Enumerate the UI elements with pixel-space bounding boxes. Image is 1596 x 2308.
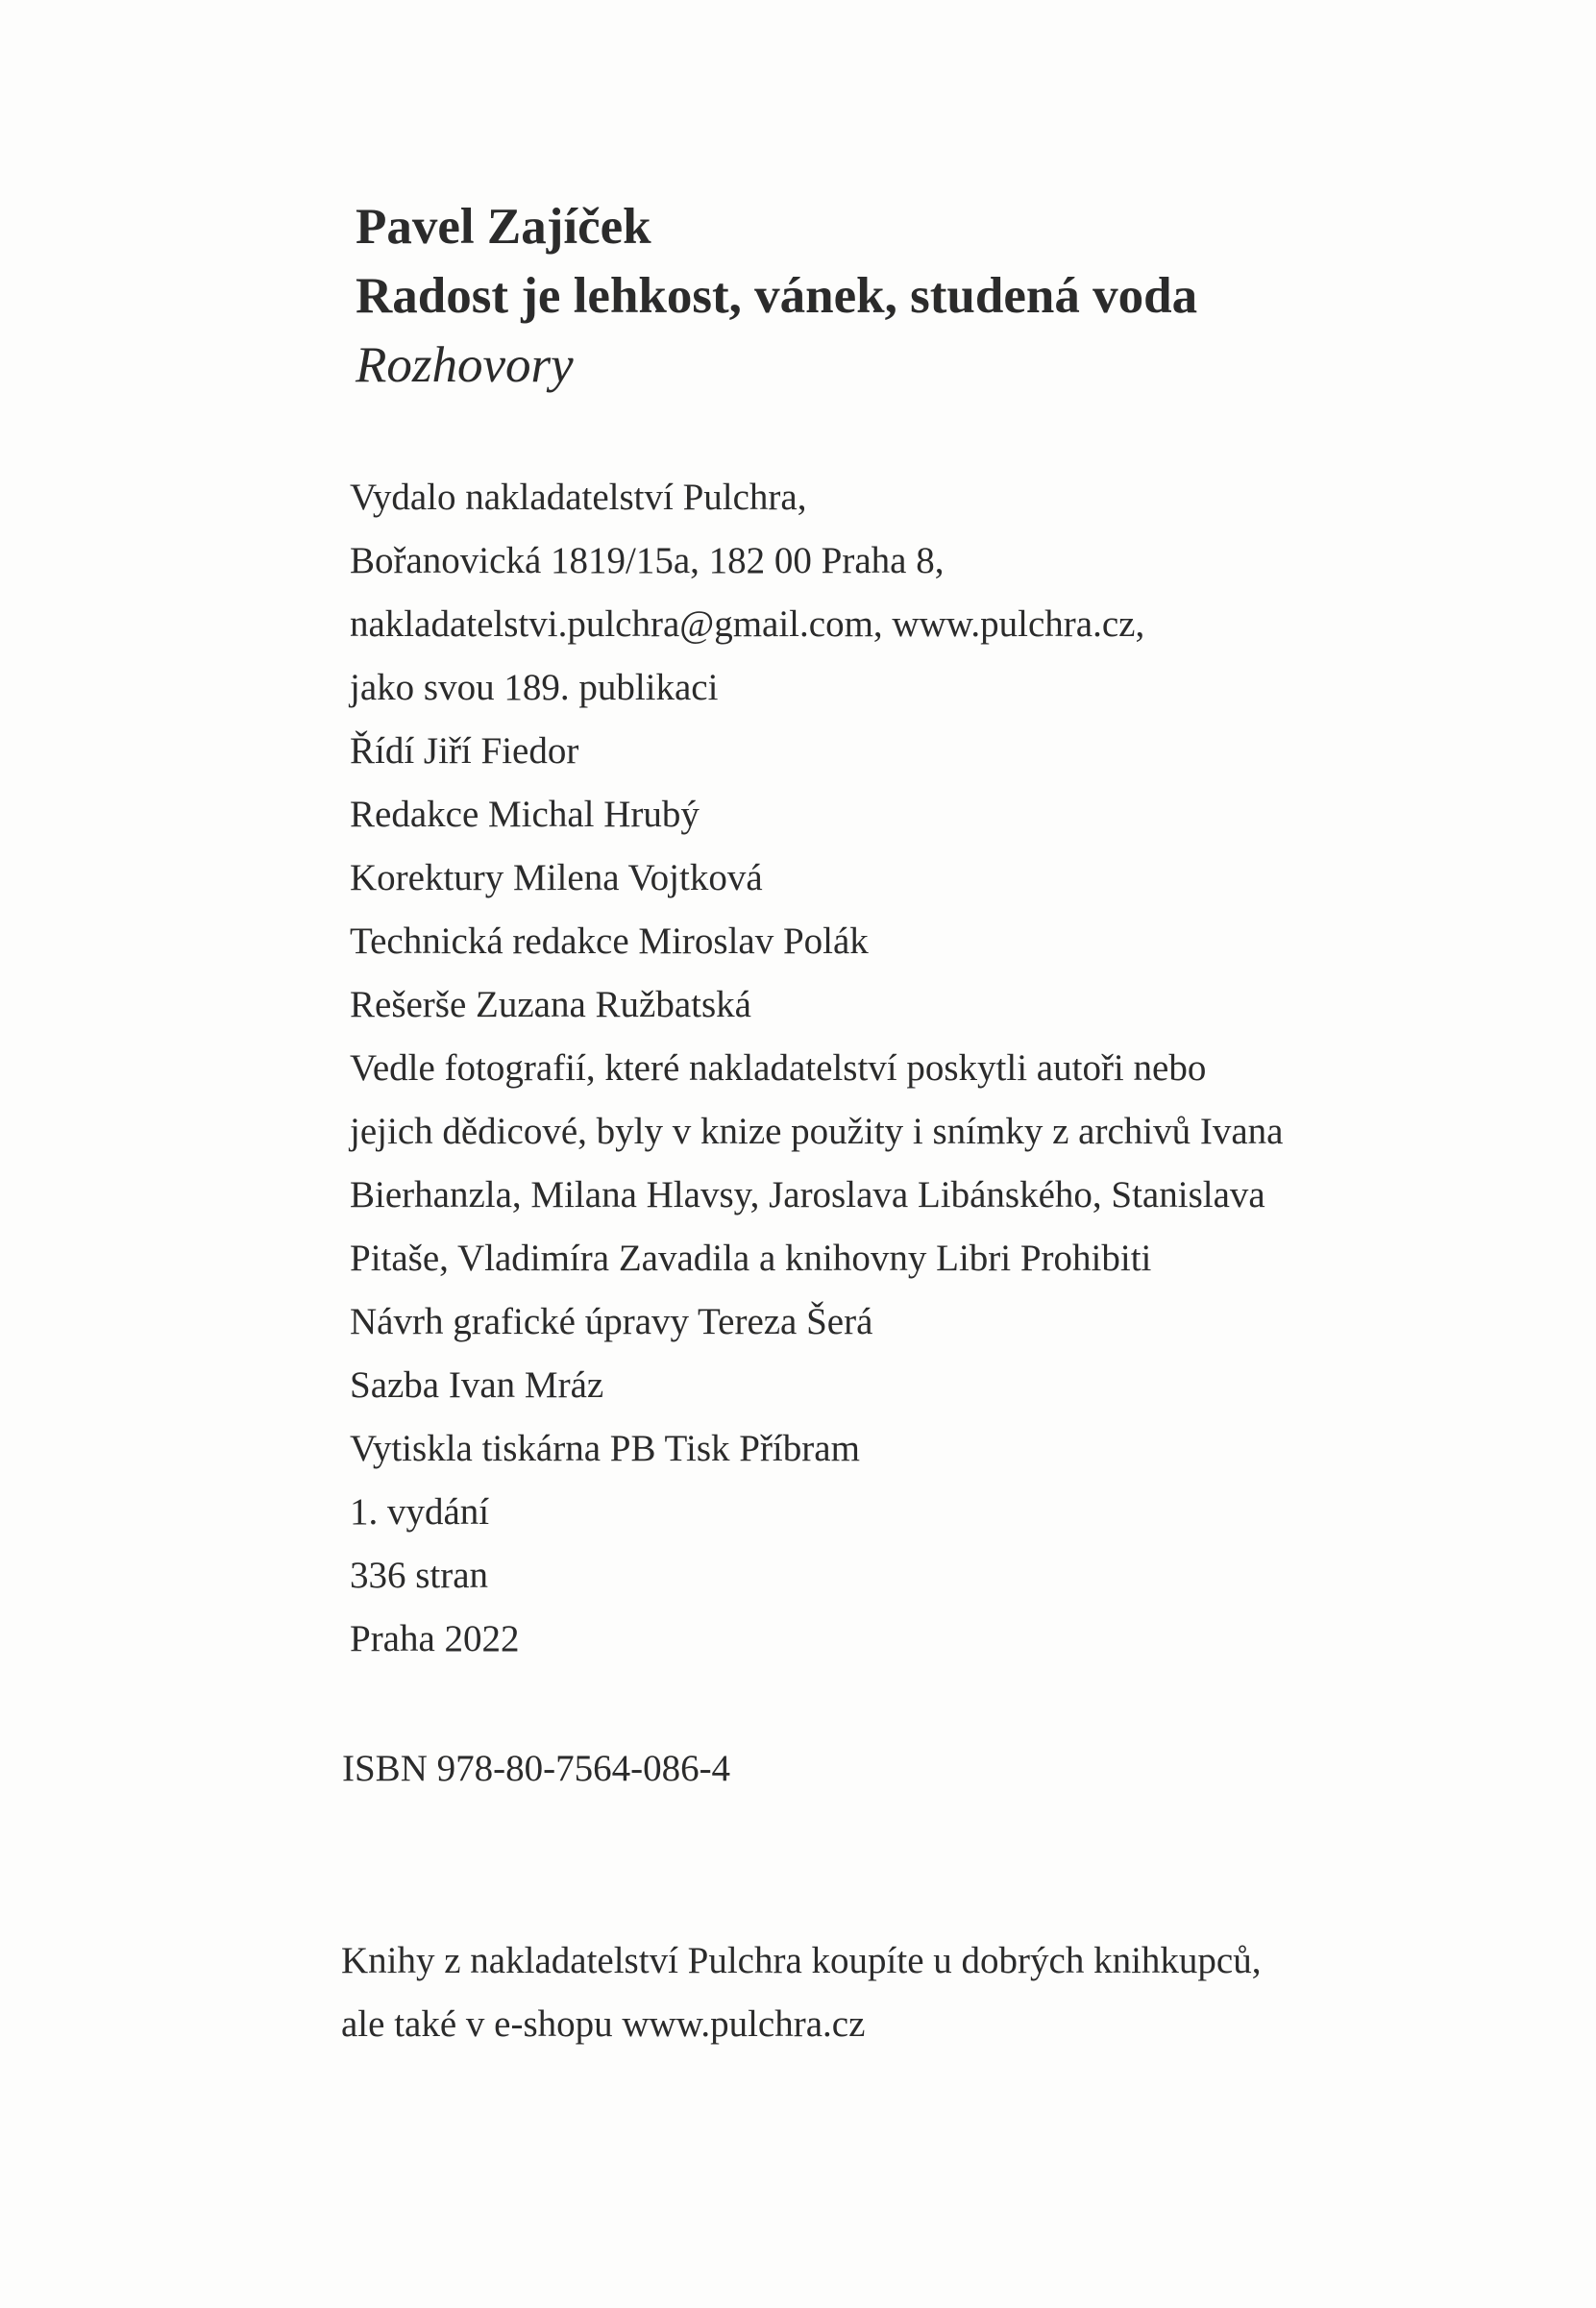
book-title: Radost je lehkost, vánek, studená voda <box>356 268 1198 324</box>
colophon-line: Vytiskla tiskárna PB Tisk Příbram <box>350 1428 860 1469</box>
colophon-line: Řídí Jiří Fiedor <box>350 730 579 772</box>
colophon-line: 336 stran <box>350 1555 489 1596</box>
shop-note-line: Knihy z nakladatelství Pulchra koupíte u dobrých knihkupců, <box>341 1940 1262 1981</box>
colophon <box>350 466 1283 1671</box>
colophon-line: Bořanovická 1819/15a, 182 00 Praha 8, <box>350 540 945 581</box>
colophon-line: Sazba Ivan Mráz <box>350 1364 604 1406</box>
shop-note <box>341 1929 1261 2056</box>
colophon-line: Vedle fotografií, které nakladatelství poskytli autoři nebo <box>350 1047 1207 1089</box>
colophon-line: Praha 2022 <box>350 1618 520 1659</box>
colophon-line: Vydalo nakladatelství Pulchra, <box>350 477 807 518</box>
colophon-line: Korektury Milena Vojtková <box>350 857 763 898</box>
book-heading <box>356 192 1197 400</box>
colophon-line: Pitaše, Vladimíra Zavadila a knihovny Libri Prohibiti <box>350 1238 1152 1279</box>
colophon-line: nakladatelstvi.pulchra@gmail.com, www.pulchra.cz, <box>350 603 1145 645</box>
colophon-line: jejich dědicové, byly v knize použity i snímky z archivů Ivana <box>350 1111 1284 1152</box>
colophon-line: 1. vydání <box>350 1491 490 1533</box>
author-name: Pavel Zajíček <box>356 199 651 255</box>
colophon-line: Rešerše Zuzana Ružbatská <box>350 984 751 1025</box>
isbn-number: ISBN 978-80-7564-086-4 <box>342 1748 731 1789</box>
book-subtitle: Rozhovory <box>356 337 574 393</box>
colophon-line: Návrh grafické úpravy Tereza Šerá <box>350 1301 873 1342</box>
colophon-line: Bierhanzla, Milana Hlavsy, Jaroslava Libánského, Stanislava <box>350 1174 1265 1215</box>
colophon-line: Technická redakce Miroslav Polák <box>350 921 869 962</box>
colophon-line: Redakce Michal Hrubý <box>350 794 700 835</box>
shop-note-line: ale také v e-shopu www.pulchra.cz <box>341 2003 866 2045</box>
colophon-line: jako svou 189. publikaci <box>350 667 719 708</box>
